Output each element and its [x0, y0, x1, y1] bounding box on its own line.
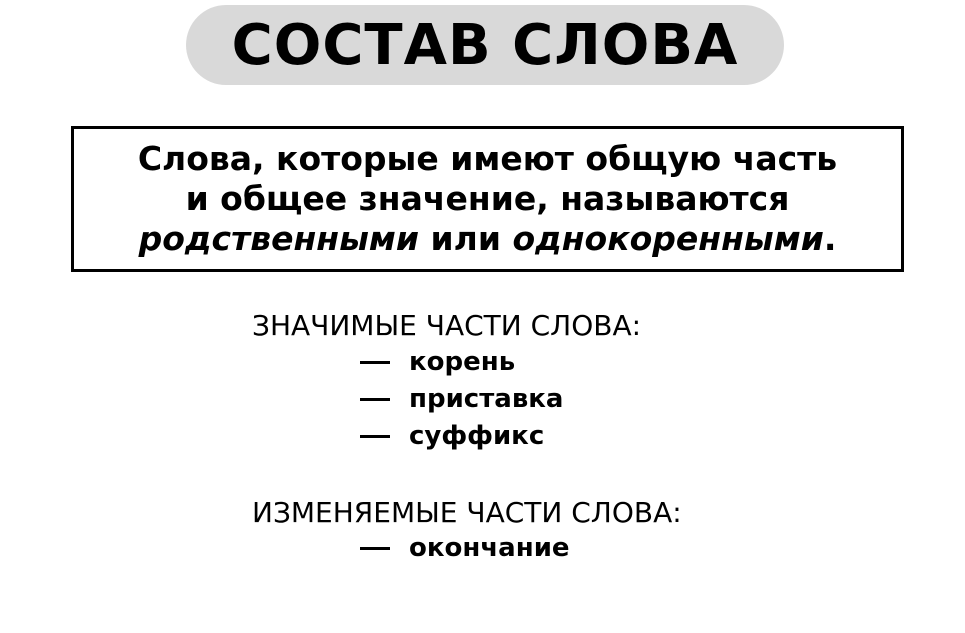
term-period: . — [823, 219, 837, 258]
item-label: корень — [409, 347, 516, 377]
definition-box — [71, 126, 904, 272]
item-label: окончание — [409, 533, 570, 563]
list-item-suffix — [360, 421, 544, 451]
term-connector: или — [419, 219, 513, 258]
definition-line-3 — [139, 219, 837, 259]
significant-parts-heading: ЗНАЧИМЫЕ ЧАСТИ СЛОВА: — [252, 309, 642, 342]
list-item-prefix — [360, 384, 563, 414]
list-item-ending — [360, 533, 570, 563]
term-same-root: однокоренными — [512, 219, 824, 258]
dash-icon — [360, 435, 390, 438]
dash-icon — [360, 547, 390, 550]
changeable-parts-heading: ИЗМЕНЯЕМЫЕ ЧАСТИ СЛОВА: — [252, 496, 682, 529]
title-banner — [186, 5, 784, 85]
definition-line-1: Слова, которые имеют общую часть — [137, 139, 838, 178]
item-label: приставка — [409, 384, 564, 414]
item-label: суффикс — [409, 421, 545, 451]
dash-icon — [360, 398, 390, 401]
dash-icon — [360, 361, 390, 364]
list-item-root — [360, 347, 515, 377]
definition-line-2: и общее значение, называются — [185, 179, 790, 218]
term-related: родственными — [138, 219, 420, 258]
page-title: СОСТАВ СЛОВА — [231, 12, 739, 78]
